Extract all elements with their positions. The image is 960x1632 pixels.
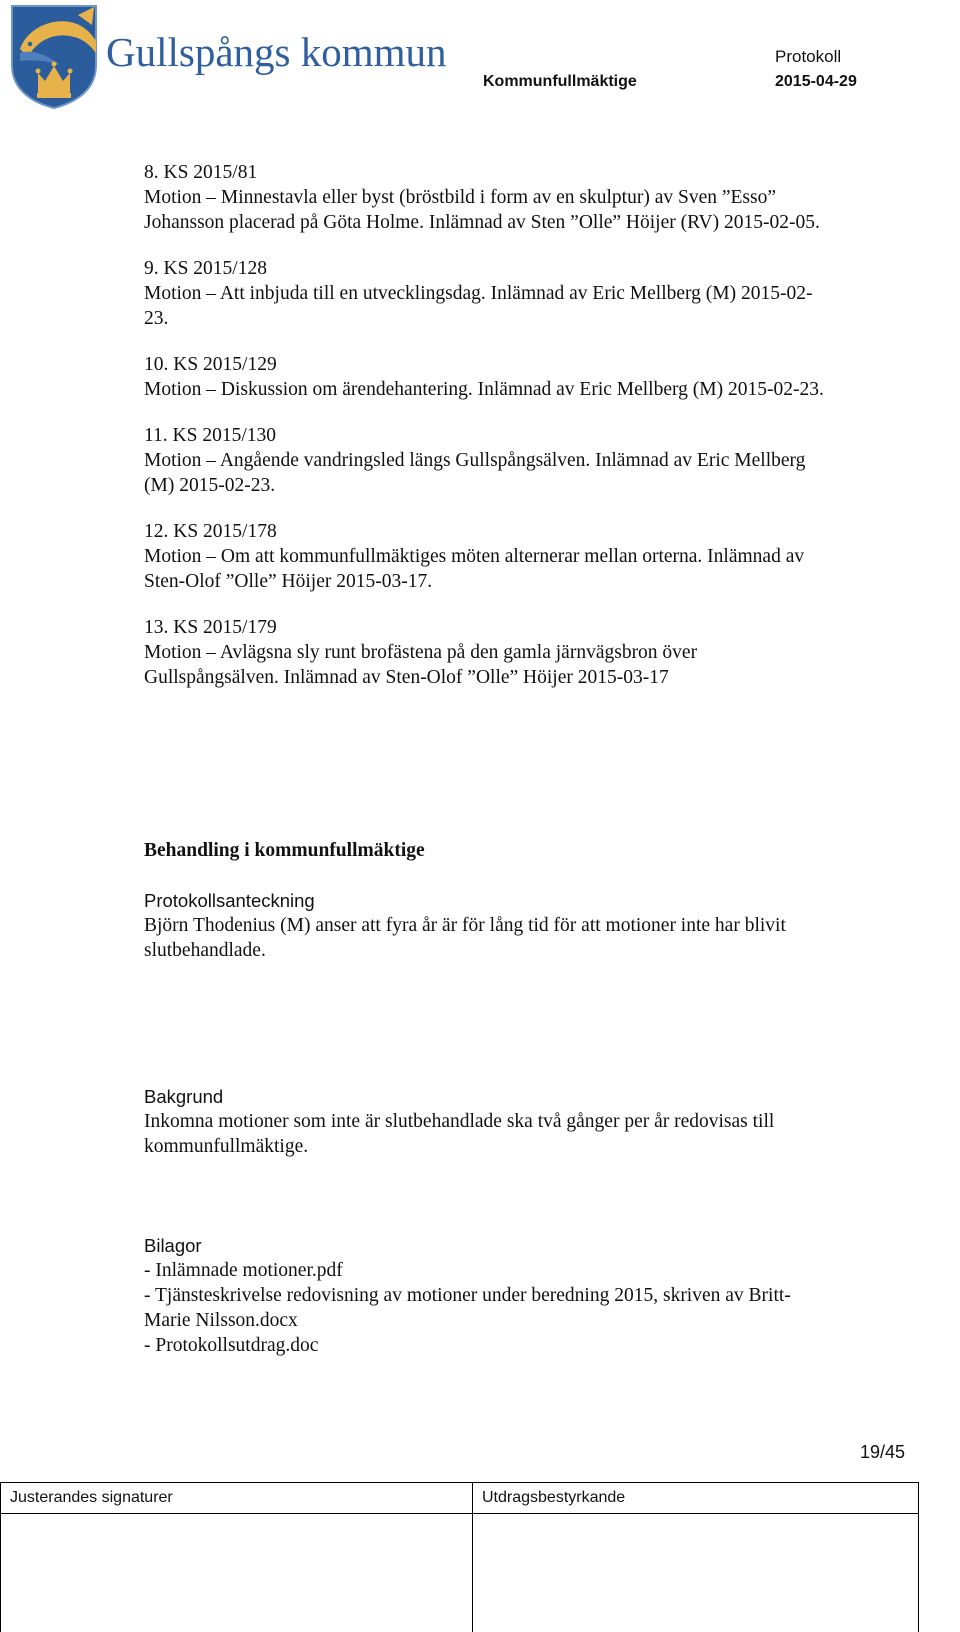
background-section — [144, 1084, 774, 1159]
motion-text-line: (M) 2015-02-23. — [144, 475, 276, 496]
attachment-item: Marie Nilsson.docx — [144, 1310, 298, 1331]
document-type: Protokoll — [775, 47, 842, 66]
motion-heading: 8. KS 2015/81 — [144, 162, 258, 183]
municipal-shield-fish-crown-icon — [8, 3, 100, 109]
motion-text-line: Motion – Minnestavla eller byst (bröstbild i form av en skulptur) av Sven ”Esso” — [144, 187, 777, 208]
motion-text-line: Sten-Olof ”Olle” Höijer 2015-03-17. — [144, 571, 433, 592]
attachment-item: - Tjänsteskrivelse redovisning av motioner under beredning 2015, skriven av Britt- — [144, 1285, 791, 1306]
protocol-note-label: Protokollsanteckning — [144, 890, 315, 911]
signatures-label: Justerandes signaturer — [10, 1489, 173, 1506]
background-line: Inkomna motioner som inte är slutbehandlade ska två gånger per år redovisas till — [144, 1111, 775, 1132]
background-heading: Bakgrund — [144, 1086, 224, 1107]
motion-heading: 12. KS 2015/178 — [144, 521, 277, 542]
attachments-section — [144, 1233, 791, 1358]
signature-footer — [0, 1482, 919, 1632]
motion-item — [144, 352, 824, 402]
treatment-heading: Behandling i kommunfullmäktige — [144, 840, 425, 861]
motion-item — [144, 615, 824, 690]
motion-text-line: Motion – Avlägsna sly runt brofästena på den gamla järnvägsbron över — [144, 642, 698, 663]
motion-text-line: Motion – Om att kommunfullmäktiges möten alternerar mellan orterna. Inlämnad av — [144, 546, 805, 567]
motion-item — [144, 423, 824, 498]
background-line: kommunfullmäktige. — [144, 1136, 309, 1157]
motion-text-line: Johansson placerad på Göta Holme. Inlämnad av Sten ”Olle” Höijer (RV) 2015-02-05. — [144, 212, 820, 233]
motion-text-line: Motion – Diskussion om ärendehantering. Inlämnad av Eric Mellberg (M) 2015-02-23. — [144, 379, 824, 400]
motion-heading: 10. KS 2015/129 — [144, 354, 277, 375]
municipality-name: Gullspångs kommun — [106, 29, 447, 75]
assembly-name: Kommunfullmäktige — [483, 73, 637, 90]
attachment-item: - Inlämnade motioner.pdf — [144, 1260, 343, 1281]
motion-item — [144, 519, 824, 594]
protocol-note — [144, 888, 786, 963]
footer-divider — [472, 1483, 473, 1632]
motion-text-line: Motion – Angående vandringsled längs Gullspångsälven. Inlämnad av Eric Mellberg — [144, 450, 806, 471]
attachments-heading: Bilagor — [144, 1235, 202, 1256]
motion-heading: 11. KS 2015/130 — [144, 425, 276, 446]
motion-item — [144, 256, 824, 331]
motion-text-line: Motion – Att inbjuda till en utvecklingsdag. Inlämnad av Eric Mellberg (M) 2015-02- — [144, 283, 813, 304]
page-number: 19/45 — [860, 1442, 906, 1462]
motion-text-line: Gullspångsälven. Inlämnad av Sten-Olof ”Olle” Höijer 2015-03-17 — [144, 667, 669, 688]
motion-heading: 9. KS 2015/128 — [144, 258, 267, 279]
treatment-section — [144, 838, 425, 863]
attachment-item: - Protokollsutdrag.doc — [144, 1335, 319, 1356]
protocol-note-line: Björn Thodenius (M) anser att fyra år är för lång tid för att motioner inte har blivit — [144, 915, 786, 936]
motion-heading: 13. KS 2015/179 — [144, 617, 277, 638]
motion-text-line: 23. — [144, 308, 169, 329]
meeting-date: 2015-04-29 — [775, 73, 857, 90]
certification-label: Utdragsbestyrkande — [482, 1489, 626, 1506]
motion-list — [144, 160, 824, 711]
motion-item — [144, 160, 824, 235]
protocol-note-line: slutbehandlade. — [144, 940, 266, 961]
